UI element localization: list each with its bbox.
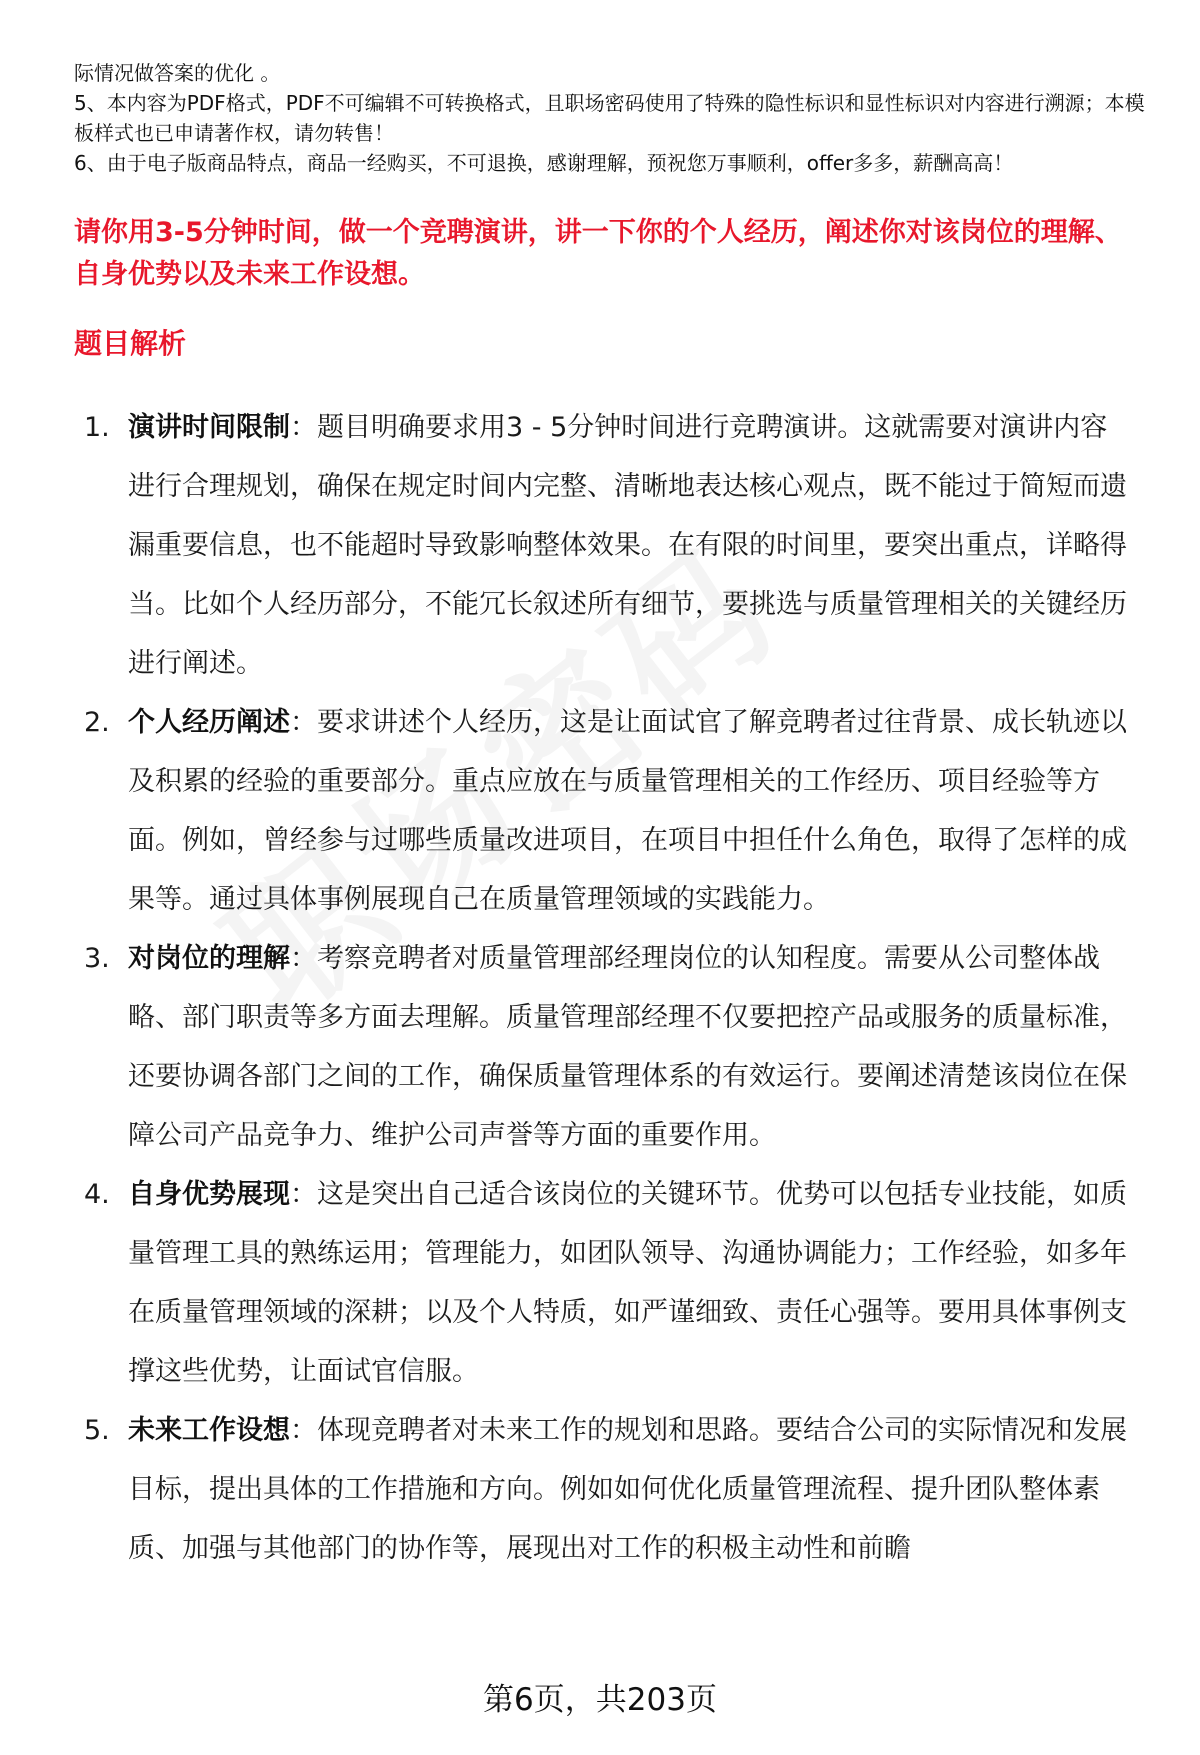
question-heading: 请你用3-5分钟时间，做一个竞聘演讲，讲一下你的个人经历，阐述你对该岗位的理解、自身优势以及未来工作设想。 [74,217,1122,290]
list-item [0,398,1200,693]
list-item-number: 5. [84,1415,110,1446]
list-item-keyword: 个人经历阐述 [128,707,290,738]
list-item-number: 3. [84,943,110,974]
note-line: 际情况做答案的优化 。 [74,61,281,85]
analysis-list [0,398,1200,1578]
list-item-text: ：考察竞聘者对质量管理部经理岗位的认知程度。需要从公司整体战略、部门职责等多方面去理解。质量管理部经理不仅要把控产品或服务的质量标准，还要协调各部门之间的工作，确保质量管理体系的有效运行。要阐述清楚该岗位在保障公司产品竞争力、维护公司声誉等方面的重要作用。 [128,943,1127,1151]
note-line: 5、本内容为PDF格式，PDF不可编辑不可转换格式，且职场密码使用了特殊的隐性标识和显性标识对内容进行溯源；本模板样式也已申请著作权，请勿转售！ [74,91,1145,145]
list-item-keyword: 对岗位的理解 [128,943,290,974]
section-title: 题目解析 [74,327,187,360]
list-item [0,929,1200,1165]
list-item-text: ：题目明确要求用3 - 5分钟时间进行竞聘演讲。这就需要对演讲内容进行合理规划，确保在规定时间内完整、清晰地表达核心观点，既不能过于简短而遗漏重要信息，也不能超时导致影响整体效果。在有限的时间里，要突出重点，详略得当。比如个人经历部分，不能冗长叙述所有细节，要挑选与质量管理相关的关键经历进行阐述。 [128,412,1127,679]
list-item-text: ：要求讲述个人经历，这是让面试官了解竞聘者过往背景、成长轨迹以及积累的经验的重要部分。重点应放在与质量管理相关的工作经历、项目经验等方面。例如，曾经参与过哪些质量改进项目，在项目中担任什么角色，取得了怎样的成果等。通过具体事例展现自己在质量管理领域的实践能力。 [128,707,1127,915]
list-item-text: ：体现竞聘者对未来工作的规划和思路。要结合公司的实际情况和发展目标，提出具体的工作措施和方向。例如如何优化质量管理流程、提升团队整体素质、加强与其他部门的协作等，展现出对工作的积极主动性和前瞻 [128,1415,1127,1564]
list-item [0,1401,1200,1578]
list-item [0,1165,1200,1401]
list-item-number: 1. [84,412,110,443]
notes-block [74,58,1164,178]
list-item-text: ：这是突出自己适合该岗位的关键环节。优势可以包括专业技能，如质量管理工具的熟练运用；管理能力，如团队领导、沟通协调能力；工作经验，如多年在质量管理领域的深耕；以及个人特质，如严谨细致、责任心强等。要用具体事例支撑这些优势，让面试官信服。 [128,1179,1127,1387]
list-item [0,693,1200,929]
list-item-number: 4. [84,1179,110,1210]
list-item-keyword: 自身优势展现 [128,1179,290,1210]
list-item-number: 2. [84,707,110,738]
list-item-keyword: 未来工作设想 [128,1415,290,1446]
note-line: 6、由于电子版商品特点，商品一经购买，不可退换，感谢理解，预祝您万事顺利，offer多多，薪酬高高！ [74,151,1014,175]
page-number: 第6页，共203页 [483,1682,717,1718]
list-item-keyword: 演讲时间限制 [128,412,290,443]
